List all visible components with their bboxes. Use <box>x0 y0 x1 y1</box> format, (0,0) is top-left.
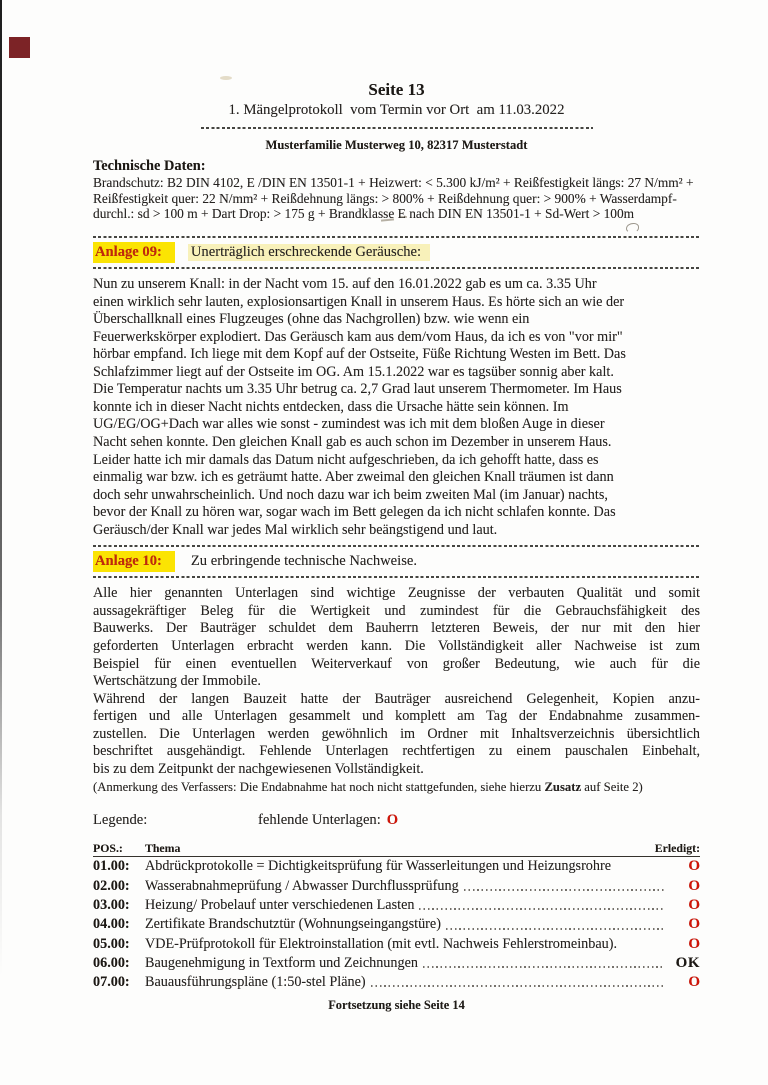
row-title: Abdrückprotokolle = Dichtigkeitsprüfung für Wasserleitungen und Heizungsrohre <box>145 858 612 875</box>
table-row <box>93 935 700 954</box>
document-content <box>93 0 700 1013</box>
text-line: bis zu dem Zeitpunkt der nachgewiesenen Vollständigkeit. <box>93 760 424 777</box>
row-status: OK <box>675 954 700 971</box>
row-title: VDE-Prüfprotokoll für Elektroinstallation (mit evtl. Nachweis Fehlerstromeinbau). <box>145 935 618 952</box>
row-status: O <box>688 858 700 875</box>
anlage-10-paragraph-1 <box>93 585 700 690</box>
scan-edge-artifact <box>0 0 2 1085</box>
row-pos: 06.00: <box>93 954 130 971</box>
table-body <box>93 857 700 992</box>
table-row <box>93 973 700 992</box>
row-status: O <box>688 974 700 991</box>
address-line: Musterfamilie Musterweg 10, 82317 Musterstadt <box>265 138 528 152</box>
text-line: einmalig war bzw. ich es geträumt hatte. Aber zweimal den gleichen Knall träumen ist dann <box>93 469 614 486</box>
text-line: Brandschutz: B2 DIN 4102, E /DIN EN 13501-1 + Heizwert: < 5.300 kJ/m² + Reißfestigkeit längs: 27 N/mm² + <box>93 175 694 190</box>
row-title: Zertifikate Brandschutztür (Wohnungseingangstüre) <box>145 916 441 933</box>
divider-dashed <box>93 267 700 269</box>
footer-note: Fortsetzung siehe Seite 14 <box>328 998 465 1013</box>
text-line: doch sehr unwahrscheinlich. Und noch dazu war ich beim zweiten Mal (im Januar) nachts, <box>93 486 608 503</box>
text-line: durchl.: sd > 100 m + Dart Drop: > 175 g + Brandklasse E nach DIN EN 13501-1 + Sd-Wert > 100m <box>93 206 635 222</box>
text-line: fertigen und alle Unterlagen gesammelt und komplett am Tag der Endabnahme zusammen- <box>93 708 700 725</box>
text-line: Schlafzimmer liegt auf der Ostseite im OG. Am 15.1.2022 war es tagsüber sonnig aber kalt. <box>93 363 614 380</box>
column-thema: Thema <box>145 841 181 856</box>
row-pos: 03.00: <box>93 896 130 913</box>
table-row <box>93 954 700 973</box>
column-pos: POS.: <box>93 841 123 856</box>
dotted-leader <box>446 928 664 930</box>
legend-text: fehlende Unterlagen: <box>258 812 381 829</box>
text-line: Geräusch/der Knall war jedes Mal wirklich sehr beängstigend und laut. <box>93 521 498 538</box>
text-line: Wertschätzung der Immobile. <box>93 673 261 690</box>
text-line: bevor der Knall zu hören war, sogar wach im Bett gelegen da ich nicht schlafen konnte. Das <box>93 504 616 521</box>
text-line: UG/EG/OG+Dach war alles wie sonst - zumindest was ich mit dem bloßen Auge in dieser <box>93 416 605 433</box>
text-line: konnte ich in dieser Nacht nichts entdecken, dass die Ursache hätte sein können. Im <box>93 398 569 415</box>
text-line: Beispiel für einen eventuellen Weiterverkauf von großer Bedeutung, wie auch für die <box>93 655 700 672</box>
table-header <box>93 841 700 857</box>
row-title: Baugenehmigung in Textform und Zeichnungen <box>145 954 418 971</box>
anlage-10-paragraph-2 <box>93 691 700 779</box>
anlage-09-heading-row <box>93 242 700 263</box>
anlage-10-label: Anlage 10: <box>93 551 175 572</box>
legend-row <box>93 811 700 830</box>
dotted-leader <box>423 966 664 968</box>
text-line: geforderten Unterlagen erbracht werden kann. Die Vollständigkeit aller Nachweise ist zum <box>93 637 700 654</box>
anlage-09-body <box>93 276 700 539</box>
table-row <box>93 877 700 896</box>
column-erledigt: Erledigt: <box>654 841 700 856</box>
row-status: O <box>688 916 700 933</box>
page-title: Seite 13 <box>368 80 425 99</box>
document-title: 1. Mängelprotokoll vom Termin vor Ort am 11.03.2022 <box>228 102 565 118</box>
legend-missing-symbol: O <box>386 812 399 829</box>
row-pos: 04.00: <box>93 916 130 933</box>
text-line: hörbar empfand. Ich liege mit dem Kopf auf der Ostseite, Füße Richtung Westen im Bett. Das <box>93 346 626 363</box>
table-row <box>93 857 700 876</box>
divider-dashed <box>93 236 700 238</box>
anlage-09-title: Unerträglich erschreckende Geräusche: <box>188 244 430 261</box>
technical-data-text <box>93 175 700 222</box>
text-line: Bauwerks. Der Bauträger schuldet dem Bauherrn letzteren Beweis, der nur mit den hier <box>93 620 700 637</box>
text-line: Alle hier genannten Unterlagen sind wichtige Zeugnisse der verbauten Qualität und somit <box>93 585 700 602</box>
divider-dashed <box>93 576 700 578</box>
anlage-10-heading-row <box>93 551 700 572</box>
row-pos: 05.00: <box>93 935 130 952</box>
text-line: aussagekräftiger Beleg für die Wertigkeit und zumindest für die Gebrauchsfähigkeit des <box>93 602 700 619</box>
note-text: auf Seite 2) <box>581 780 643 795</box>
divider-dashed <box>201 127 593 129</box>
row-status: O <box>688 877 700 894</box>
text-line: Überschallknall eines Flugzeuges (ohne das Nachgrollen) bzw. wie wenn ein <box>93 311 530 328</box>
table-row <box>93 915 700 934</box>
dotted-leader <box>371 985 664 987</box>
row-status: O <box>688 935 700 952</box>
dotted-leader <box>464 889 664 891</box>
divider-dashed <box>93 545 700 547</box>
row-status: O <box>688 896 700 913</box>
text-line: Leider hatte ich mir damals das Datum nicht aufgeschrieben, da ich gehofft hatte, dass es <box>93 451 599 468</box>
row-pos: 07.00: <box>93 974 130 991</box>
row-pos: 02.00: <box>93 877 130 894</box>
technical-data-heading: Technische Daten: <box>93 158 206 174</box>
table-row <box>93 896 700 915</box>
row-pos: 01.00: <box>93 858 130 875</box>
text-line: Reißfestigkeit quer: 22 N/mm² + Reißdehnung längs: > 800% + Reißdehnung quer: > 900% + Wasserdampf- <box>93 190 677 206</box>
text-line: Nacht sehen konnte. Den gleichen Knall gab es auch schon im Dezember in unserem Haus. <box>93 434 612 451</box>
text-line: Die Temperatur nachts um 3.35 Uhr betrug ca. 2,7 Grad laut unserem Thermometer. Im Haus <box>93 381 622 398</box>
text-line: Nun zu unserem Knall: in der Nacht vom 15. auf den 16.01.2022 gab es um ca. 3.35 Uhr <box>93 276 597 293</box>
author-note <box>93 779 700 795</box>
dotted-leader <box>419 908 664 910</box>
legend-label: Legende: <box>93 812 148 829</box>
row-title: Wasserabnahmeprüfung / Abwasser Durchflussprüfung <box>145 877 459 894</box>
text-line: einen wirklich sehr lauten, explosionsartigen Knall in unserem Haus. Es hörte sich an wie der <box>93 293 625 310</box>
text-line: beschriftet ausgehändigt. Fehlende Unterlagen rechtfertigen zu einem pauschalen Einbehalt, <box>93 743 700 760</box>
anlage-09-label: Anlage 09: <box>93 242 175 263</box>
row-title: Heizung/ Probelauf unter verschiedenen Lasten <box>145 896 415 913</box>
text-line: Feuerwerkskörper explodiert. Das Geräusch kam aus dem/vom Haus, da ich es von "vor mir" <box>93 328 623 345</box>
text-line: zustellen. Die Unterlagen werden gewöhnlich im Ordner mit Inhaltsverzeichnis übersichtlich <box>93 725 700 742</box>
text-line: Während der langen Bauzeit hatte der Bauträger ausreichend Gelegenheit, Kopien anzu- <box>93 690 700 707</box>
anlage-10-title: Zu erbringende technische Nachweise. <box>190 553 417 570</box>
note-text: (Anmerkung des Verfassers: Die Endabnahme hat noch nicht stattgefunden, siehe hierzu <box>93 780 545 795</box>
row-title: Bauausführungspläne (1:50-stel Pläne) <box>145 974 366 991</box>
note-bold-word: Zusatz <box>544 780 582 795</box>
corner-color-mark <box>9 37 30 58</box>
